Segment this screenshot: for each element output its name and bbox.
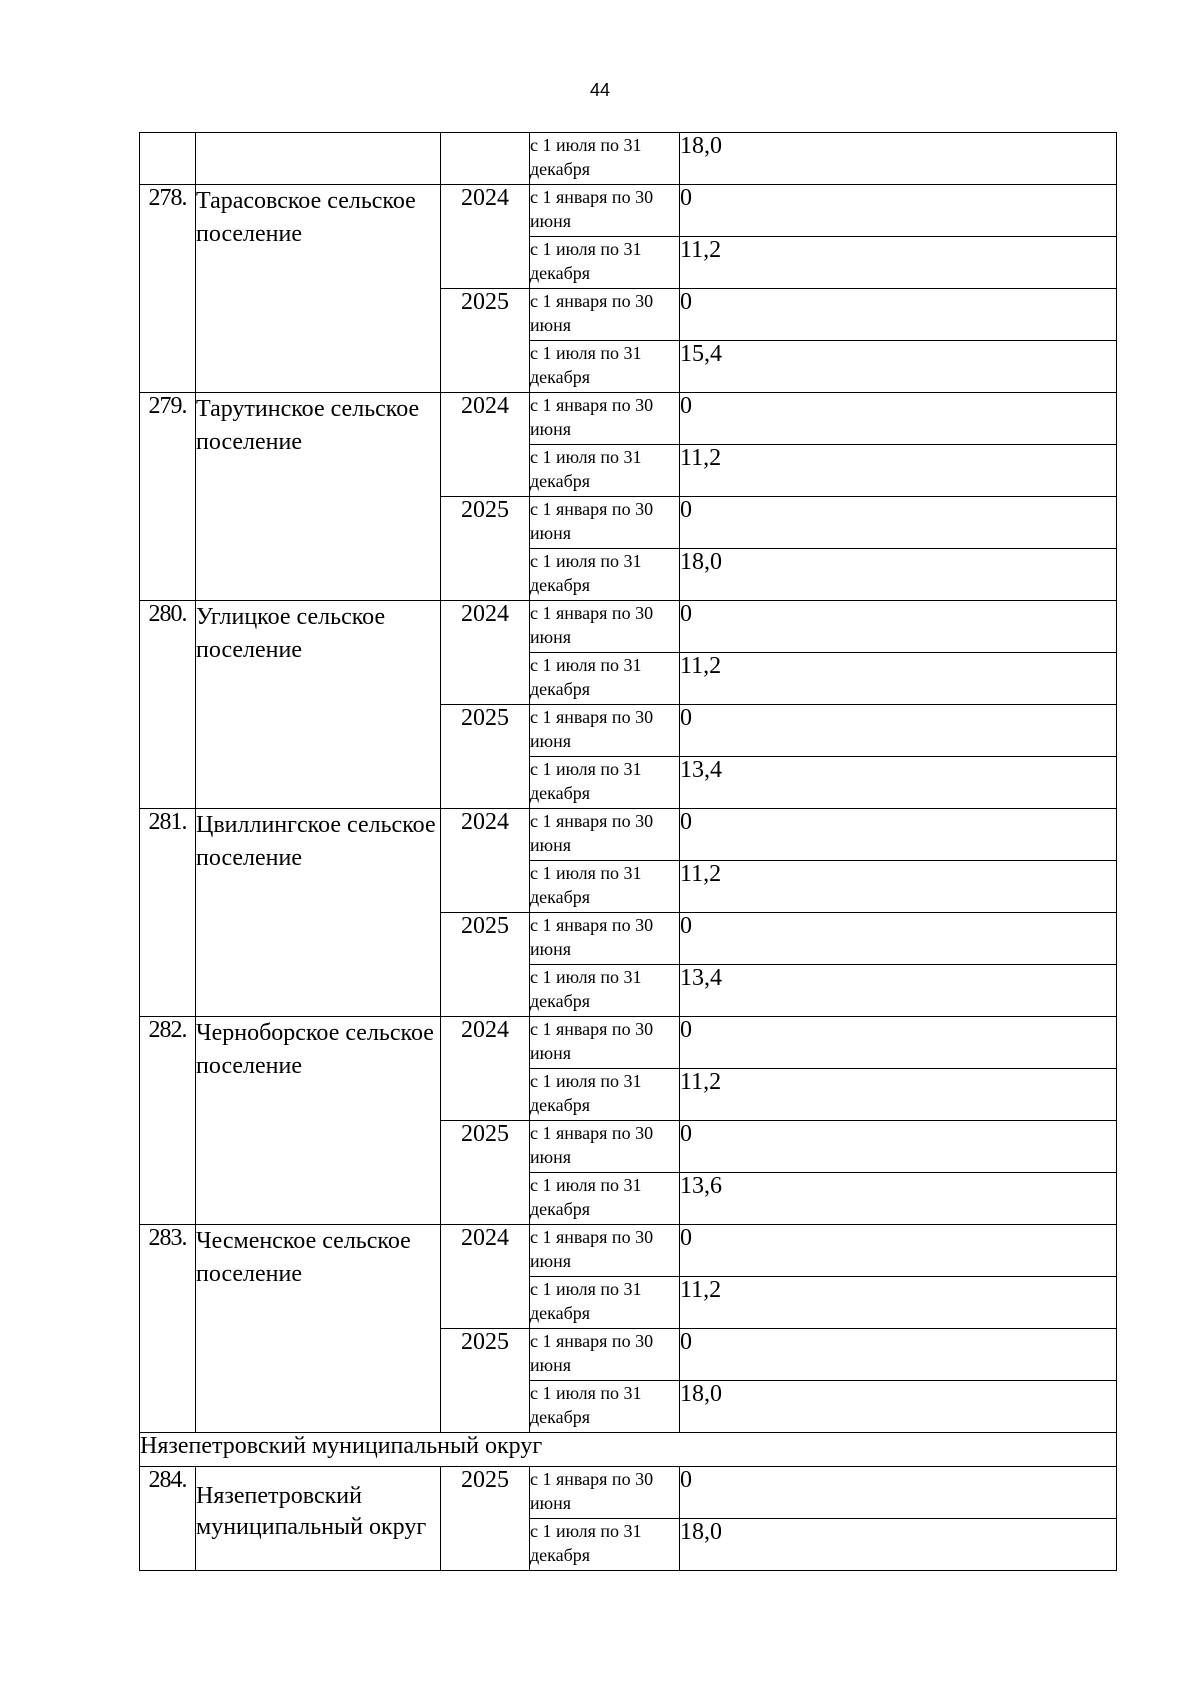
empty-cell	[196, 133, 441, 185]
value-cell: 0	[680, 497, 1117, 549]
period-cell: с 1 января по 30 июня	[530, 185, 680, 237]
year-cell: 2025	[441, 1329, 530, 1433]
entry-name: Цвиллингское сельское поселение	[196, 809, 441, 1017]
entry-number: 282.	[140, 1017, 196, 1225]
period-cell: с 1 января по 30 июня	[530, 289, 680, 341]
period-cell: с 1 января по 30 июня	[530, 393, 680, 445]
table-row	[140, 1467, 1117, 1519]
value-cell: 0	[680, 601, 1117, 653]
period-cell: с 1 января по 30 июня	[530, 1121, 680, 1173]
year-cell: 2025	[441, 1467, 530, 1571]
value-cell: 18,0	[680, 549, 1117, 601]
year-cell: 2024	[441, 809, 530, 913]
table-row	[140, 185, 1117, 237]
table-row	[140, 809, 1117, 861]
entry-number: 280.	[140, 601, 196, 809]
value-cell: 0	[680, 1225, 1117, 1277]
period-cell: с 1 января по 30 июня	[530, 809, 680, 861]
period-cell: с 1 января по 30 июня	[530, 1467, 680, 1519]
entry-number: 278.	[140, 185, 196, 393]
table-row	[140, 393, 1117, 445]
period-cell: с 1 июля по 31 декабря	[530, 1519, 680, 1571]
rates-table-body	[140, 133, 1117, 1571]
period-cell: с 1 июля по 31 декабря	[530, 757, 680, 809]
period-cell: с 1 июля по 31 декабря	[530, 861, 680, 913]
year-cell: 2025	[441, 705, 530, 809]
period-cell: с 1 января по 30 июня	[530, 1225, 680, 1277]
value-cell: 0	[680, 913, 1117, 965]
period-cell: с 1 января по 30 июня	[530, 601, 680, 653]
period-cell: с 1 января по 30 июня	[530, 705, 680, 757]
year-cell: 2024	[441, 1225, 530, 1329]
value-cell: 18,0	[680, 1381, 1117, 1433]
value-cell: 11,2	[680, 861, 1117, 913]
entry-name: Чесменское сельское поселение	[196, 1225, 441, 1433]
year-cell: 2025	[441, 497, 530, 601]
value-cell: 13,6	[680, 1173, 1117, 1225]
year-cell: 2024	[441, 393, 530, 497]
value-cell: 15,4	[680, 341, 1117, 393]
section-row	[140, 1433, 1117, 1467]
period-cell: с 1 июля по 31 декабря	[530, 653, 680, 705]
year-cell: 2024	[441, 601, 530, 705]
value-cell: 0	[680, 185, 1117, 237]
rates-table	[139, 132, 1117, 1571]
value-cell: 0	[680, 1329, 1117, 1381]
period-cell: с 1 июля по 31 декабря	[530, 1381, 680, 1433]
value-cell: 0	[680, 289, 1117, 341]
period-cell: с 1 июля по 31 декабря	[530, 549, 680, 601]
table-row	[140, 1017, 1117, 1069]
entry-name: Черноборское сельское поселение	[196, 1017, 441, 1225]
entry-number: 279.	[140, 393, 196, 601]
entry-number: 283.	[140, 1225, 196, 1433]
entry-name: Нязепетровский муниципальный округ	[196, 1467, 441, 1571]
value-cell: 13,4	[680, 757, 1117, 809]
period-cell: с 1 января по 30 июня	[530, 1017, 680, 1069]
value-cell: 0	[680, 809, 1117, 861]
period-cell: с 1 июля по 31 декабря	[530, 1069, 680, 1121]
empty-cell	[441, 133, 530, 185]
entry-name: Тарутинское сельское поселение	[196, 393, 441, 601]
period-cell: с 1 января по 30 июня	[530, 1329, 680, 1381]
period-cell: с 1 июля по 31 декабря	[530, 341, 680, 393]
value-cell: 11,2	[680, 653, 1117, 705]
year-cell: 2025	[441, 289, 530, 393]
period-cell: с 1 июля по 31 декабря	[530, 445, 680, 497]
period-cell: с 1 июля по 31 декабря	[530, 965, 680, 1017]
entry-name: Тарасовское сельское поселение	[196, 185, 441, 393]
value-cell: 11,2	[680, 237, 1117, 289]
period-cell: с 1 июля по 31 декабря	[530, 1277, 680, 1329]
period-cell: с 1 января по 30 июня	[530, 913, 680, 965]
value-cell: 0	[680, 1017, 1117, 1069]
year-cell: 2024	[441, 185, 530, 289]
empty-cell	[140, 133, 196, 185]
entry-name: Углицкое сельское поселение	[196, 601, 441, 809]
period-cell: с 1 июля по 31 декабря	[530, 237, 680, 289]
value-cell: 18,0	[680, 1519, 1117, 1571]
value-cell: 11,2	[680, 445, 1117, 497]
period-cell: с 1 июля по 31 декабря	[530, 133, 680, 185]
page-number: 44	[589, 80, 611, 100]
year-cell: 2024	[441, 1017, 530, 1121]
table-row	[140, 601, 1117, 653]
continuation-row	[140, 133, 1117, 185]
year-cell: 2025	[441, 1121, 530, 1225]
value-cell: 13,4	[680, 965, 1117, 1017]
period-cell: с 1 июля по 31 декабря	[530, 1173, 680, 1225]
year-cell: 2025	[441, 913, 530, 1017]
entry-number: 281.	[140, 809, 196, 1017]
value-cell: 0	[680, 1467, 1117, 1519]
value-cell: 18,0	[680, 133, 1117, 185]
value-cell: 11,2	[680, 1069, 1117, 1121]
value-cell: 0	[680, 393, 1117, 445]
section-heading: Нязепетровский муниципальный округ	[140, 1433, 1117, 1467]
value-cell: 0	[680, 705, 1117, 757]
entry-number: 284.	[140, 1467, 196, 1571]
table-row	[140, 1225, 1117, 1277]
value-cell: 11,2	[680, 1277, 1117, 1329]
value-cell: 0	[680, 1121, 1117, 1173]
period-cell: с 1 января по 30 июня	[530, 497, 680, 549]
